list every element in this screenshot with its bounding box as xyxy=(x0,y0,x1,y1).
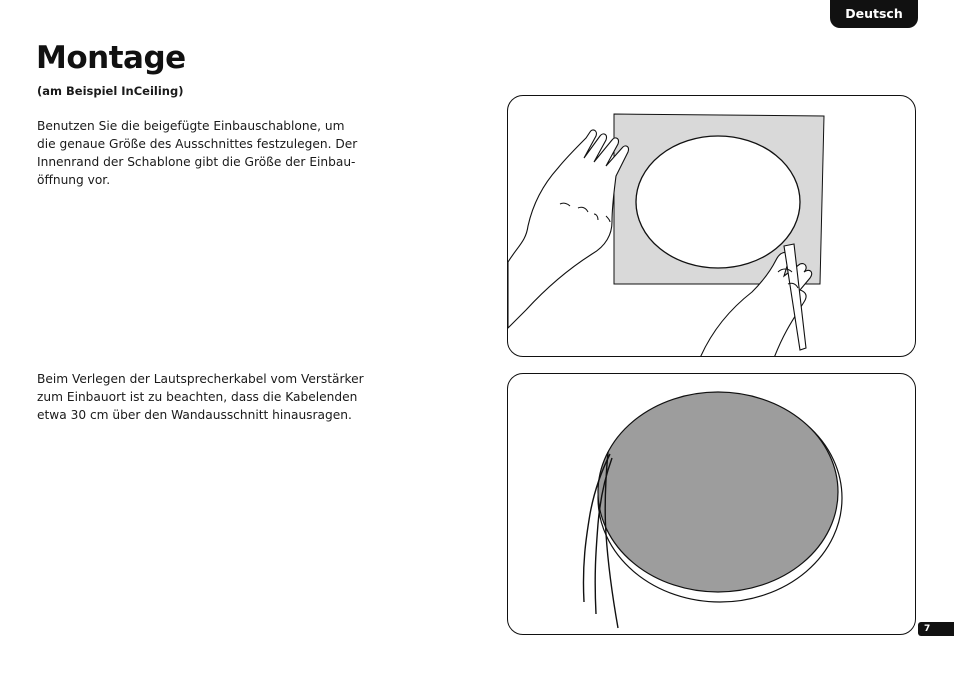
paragraph-line: zum Einbauort ist zu beachten, dass die Kabelenden xyxy=(37,390,358,404)
template-instructions-paragraph xyxy=(37,117,377,189)
paragraph-line: Innenrand der Schablone gibt die Größe der Einbau- xyxy=(37,155,356,169)
page-number: 7 xyxy=(918,622,954,636)
cable-cutout-drawing xyxy=(508,374,916,635)
template-tracing-illustration xyxy=(507,95,916,357)
page-title: Montage xyxy=(36,40,186,76)
page-subtitle: (am Beispiel InCeiling) xyxy=(37,84,184,98)
left-hand xyxy=(508,130,628,328)
language-tab: Deutsch xyxy=(830,0,918,28)
template-tracing-drawing xyxy=(508,96,916,357)
paragraph-line: Benutzen Sie die beigefügte Einbauschablone, um xyxy=(37,119,345,133)
wall-cutout-hole xyxy=(598,392,838,592)
paragraph-line: Beim Verlegen der Lautsprecherkabel vom Verstärker xyxy=(37,372,364,386)
cable-cutout-illustration xyxy=(507,373,916,635)
template-cutout-circle xyxy=(636,136,800,268)
paragraph-line: die genaue Größe des Ausschnittes festzulegen. Der xyxy=(37,137,358,151)
paragraph-line: etwa 30 cm über den Wandausschnitt hinausragen. xyxy=(37,408,352,422)
paragraph-line: öffnung vor. xyxy=(37,173,111,187)
cable-instructions-paragraph xyxy=(37,370,377,424)
